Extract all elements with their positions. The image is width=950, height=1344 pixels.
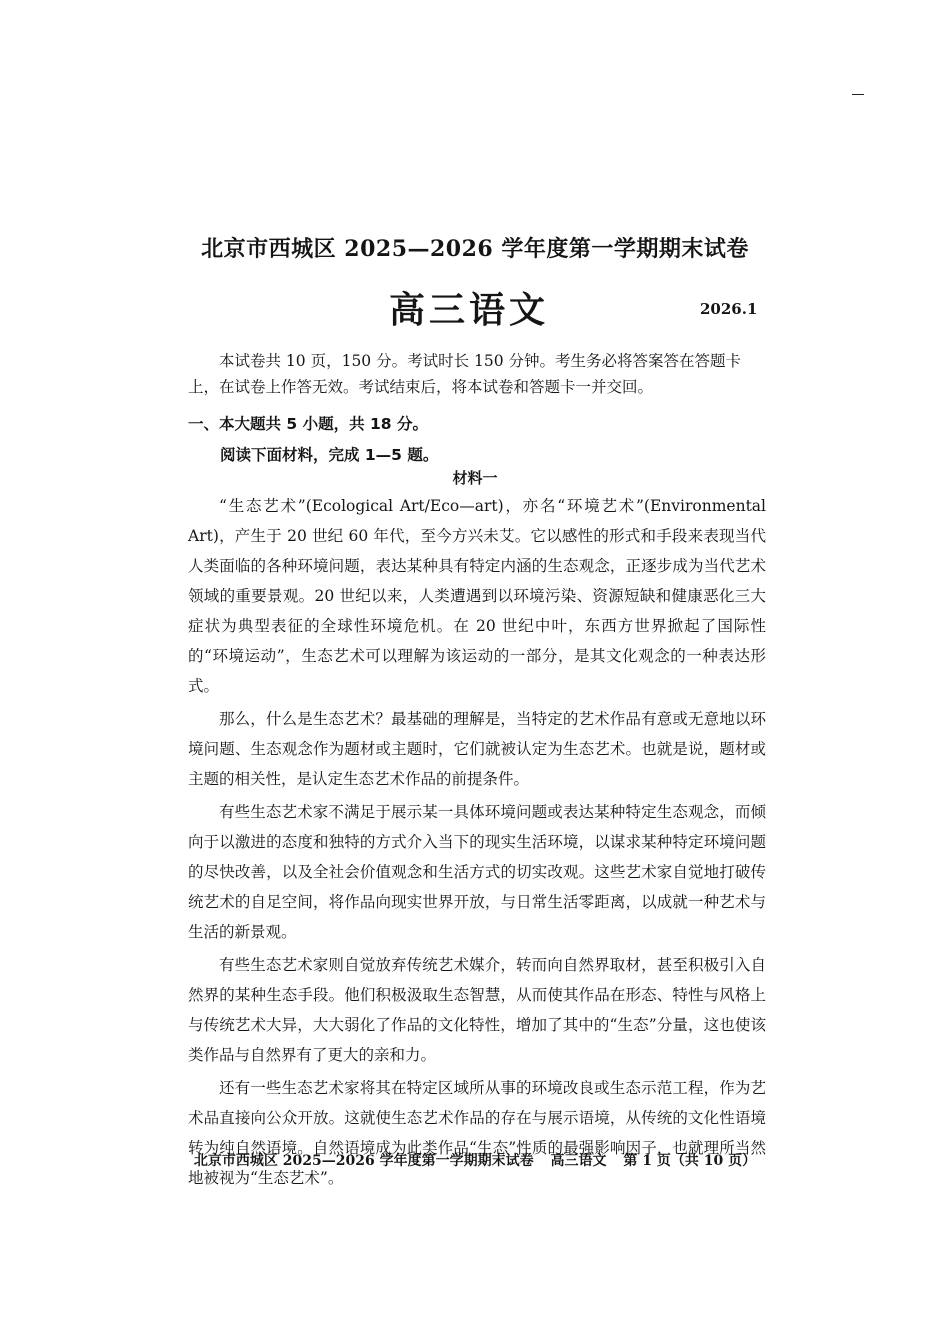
footer-subject: 高三语文 <box>550 1153 607 1169</box>
paragraph: 有些生态艺术家不满足于展示某一具体环境问题或表达某种特定生态观念，而倾向于以激进的态度和独特的方式介入当下的现实生活环境，以谋求某种特定环境问题的尽快改善，以及全社会价值观念和生活方式的切实改观。这些艺术家自觉地打破传统艺术的自足空间，将作品向现实世界开放，与日常生活零距离，以成就一种艺术与生活的新景观。 <box>188 803 766 941</box>
paragraph: 有些生态艺术家则自觉放弃传统艺术媒介，转而向自然界取材，甚至积极引入自然界的某种生态手段。他们积极汲取生态智慧，从而使其作品在形态、特性与风格上与传统艺术大异，大大弱化了作品的文化特性，增加了其中的“生态”分量，这也使该类作品与自然界有了更大的亲和力。 <box>188 956 766 1064</box>
exam-date: 2026.1 <box>700 300 758 318</box>
paragraph: 还有一些生态艺术家将其在特定区域所从事的环境改良或生态示范工程，作为艺术品直接向公众开放。这就使生态艺术作品的存在与展示语境，从传统的文化性语境转为纯自然语境。自然语境成为此类作品“生态”性质的最强影响因子，也就理所当然地被视为“生态艺术”。 <box>188 1079 766 1187</box>
page-footer <box>0 1150 950 1170</box>
footer-page-number: 第 1 页（共 10 页） <box>623 1153 757 1169</box>
section-heading: 一、本大题共 5 小题，共 18 分。 <box>188 415 428 433</box>
material-title: 材料一 <box>452 469 498 487</box>
material-body <box>188 491 766 1196</box>
task-instruction: 阅读下面材料，完成 1—5 题。 <box>220 446 439 464</box>
paragraph: 那么，什么是生态艺术？最基础的理解是，当特定的艺术作品有意或无意地以环境问题、生态观念作为题材或主题时，它们就被认定为生态艺术。也就是说，题材或主题的相关性，是认定生态艺术作品的前提条件。 <box>188 710 766 788</box>
footer-exam: 北京市西城区 2025—2026 学年度第一学期期末试卷 <box>193 1153 534 1169</box>
paragraph: “生态艺术”(Ecological Art/Eco—art)，亦名“环境艺术”(Environmental Art)，产生于 20 世纪 60 年代，至今方兴未艾。它以感性的形式和手段来表现当代人类面临的各种环境问题，表达某种具有特定内涵的生态观念，正逐步成为当代艺术领域的重要景观。20 世纪以来，人类遭遇到以环境污染、资源短缺和健康恶化三大症状为典型表征的全球性环境危机。在 20 世纪中叶，东西方世界掀起了国际性的“环境运动”，生态艺术可以理解为该运动的一部分，是其文化观念的一种表达形式。 <box>188 497 766 695</box>
subject-title: 高三语文 <box>388 290 549 331</box>
exam-instructions: 本试卷共 10 页，150 分。考试时长 150 分钟。考生务必将答案答在答题卡上，在试卷上作答无效。考试结束后，将本试卷和答题卡一并交回。 <box>188 352 742 396</box>
corner-mark <box>852 94 864 95</box>
exam-title: 北京市西城区 2025—2026 学年度第一学期期末试卷 <box>201 236 749 262</box>
